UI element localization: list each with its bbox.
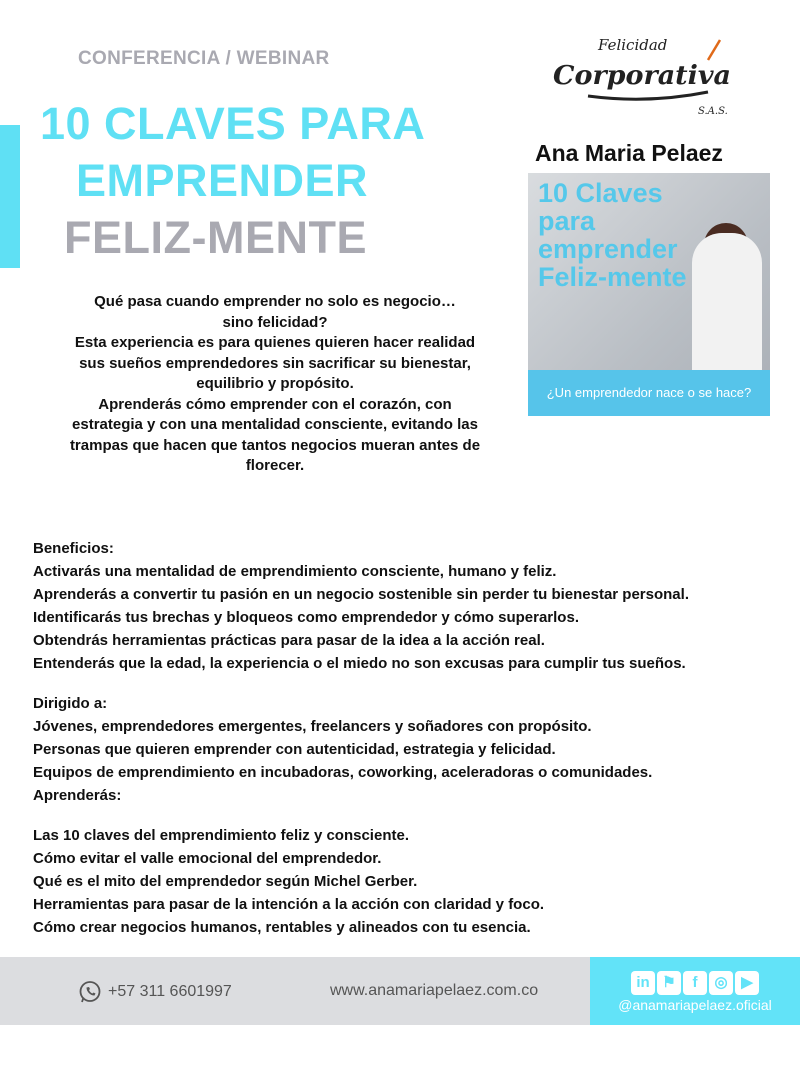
felicidad-corporativa-logo	[548, 34, 738, 118]
intro-line: Esta experiencia es para quienes quieren hacer realidad	[74, 334, 476, 351]
intro-line: florecer.	[245, 457, 305, 474]
logo-arrow	[708, 40, 720, 60]
phone-contact[interactable]	[78, 980, 232, 1004]
intro-line: sus sueños emprendedores sin sacrificar su bienestar,	[79, 354, 471, 372]
facebook-icon[interactable]: f	[683, 971, 707, 995]
list-item: Personas que quieren emprender con autenticidad, estrategia y felicidad.	[33, 741, 556, 758]
title-line-1: 10 CLAVES PARA	[40, 98, 426, 149]
website-link[interactable]: www.anamariapelaez.com.co	[330, 982, 539, 999]
section-heading: Aprenderás:	[33, 787, 122, 804]
intro-line: trampas que hacen que tantos negocios mueran antes de	[69, 436, 481, 454]
youtube-icon[interactable]: ▶	[735, 971, 759, 995]
intro-line: Qué pasa cuando emprender no solo es negocio…	[94, 293, 456, 310]
cover-title-line: para	[538, 206, 596, 236]
cover-title-line: Feliz-mente	[538, 262, 687, 292]
intro-line: estrategia y con una mentalidad consciente, evitando las	[72, 416, 478, 433]
whatsapp-icon	[78, 980, 102, 1004]
list-item: Jóvenes, emprendedores emergentes, freelancers y soñadores con propósito.	[33, 718, 592, 735]
cover-title	[538, 179, 687, 291]
list-item: Equipos de emprendimiento en incubadoras, coworking, aceleradoras o comunidades.	[33, 764, 653, 781]
list-item: Las 10 claves del emprendimiento feliz y consciente.	[33, 827, 409, 844]
audience-section	[33, 692, 652, 807]
logo-line-2: Corporativa	[553, 61, 731, 91]
cover-title-line: emprender	[538, 234, 678, 264]
learn-section	[33, 824, 544, 939]
title-line-3: FELIZ-MENTE	[64, 212, 367, 263]
person-figure	[692, 233, 762, 373]
list-item: Identificarás tus brechas y bloqueos como emprendedor y cómo superarlos.	[33, 609, 579, 626]
cover-caption: ¿Un emprendedor nace o se hace?	[528, 370, 770, 416]
instagram-icon[interactable]: ◎	[709, 971, 733, 995]
list-item: Cómo evitar el valle emocional del emprendedor.	[33, 850, 382, 867]
social-icons	[590, 971, 800, 995]
accent-bar	[0, 125, 20, 268]
logo-swoosh	[588, 92, 708, 99]
list-item: Herramientas para pasar de la intención a la acción con claridad y foco.	[33, 896, 545, 913]
author-name: Ana Maria Pelaez	[535, 140, 723, 166]
list-item: Entenderás que la edad, la experiencia o el miedo no son excusas para cumplir tus sueños.	[33, 655, 686, 672]
social-handle[interactable]: @anamariapelaez.oficial	[618, 997, 772, 1013]
linkedin-icon[interactable]: in	[631, 971, 655, 995]
flag-icon[interactable]: ⚑	[657, 971, 681, 995]
intro-line: Aprenderás cómo emprender con el corazón, con	[98, 395, 452, 413]
intro-line: sino felicidad?	[222, 313, 328, 331]
list-item: Qué es el mito del emprendedor según Michel Gerber.	[33, 873, 418, 890]
title-line-2: EMPRENDER	[76, 155, 369, 206]
cover-image	[528, 173, 770, 416]
phone-number: +57 311 6601997	[108, 983, 232, 1000]
event-type: CONFERENCIA / WEBINAR	[78, 48, 330, 69]
intro-line: equilibrio y propósito.	[196, 375, 354, 392]
list-item: Aprenderás a convertir tu pasión en un negocio sostenible sin perder tu bienestar personal.	[33, 586, 689, 603]
logo-line-1: Felicidad	[598, 36, 668, 54]
logo-line-3: S.A.S.	[698, 106, 728, 117]
list-item: Obtendrás herramientas prácticas para pasar de la idea a la acción real.	[33, 632, 545, 649]
section-heading: Dirigido a:	[33, 695, 108, 712]
list-item: Cómo crear negocios humanos, rentables y alineados con tu esencia.	[33, 919, 531, 936]
benefits-section	[33, 537, 689, 675]
cover-title-line: 10 Claves	[538, 178, 663, 208]
social-panel	[590, 957, 800, 1025]
intro-text	[30, 292, 520, 477]
section-heading: Beneficios:	[33, 540, 114, 557]
list-item: Activarás una mentalidad de emprendimiento consciente, humano y feliz.	[33, 563, 557, 580]
